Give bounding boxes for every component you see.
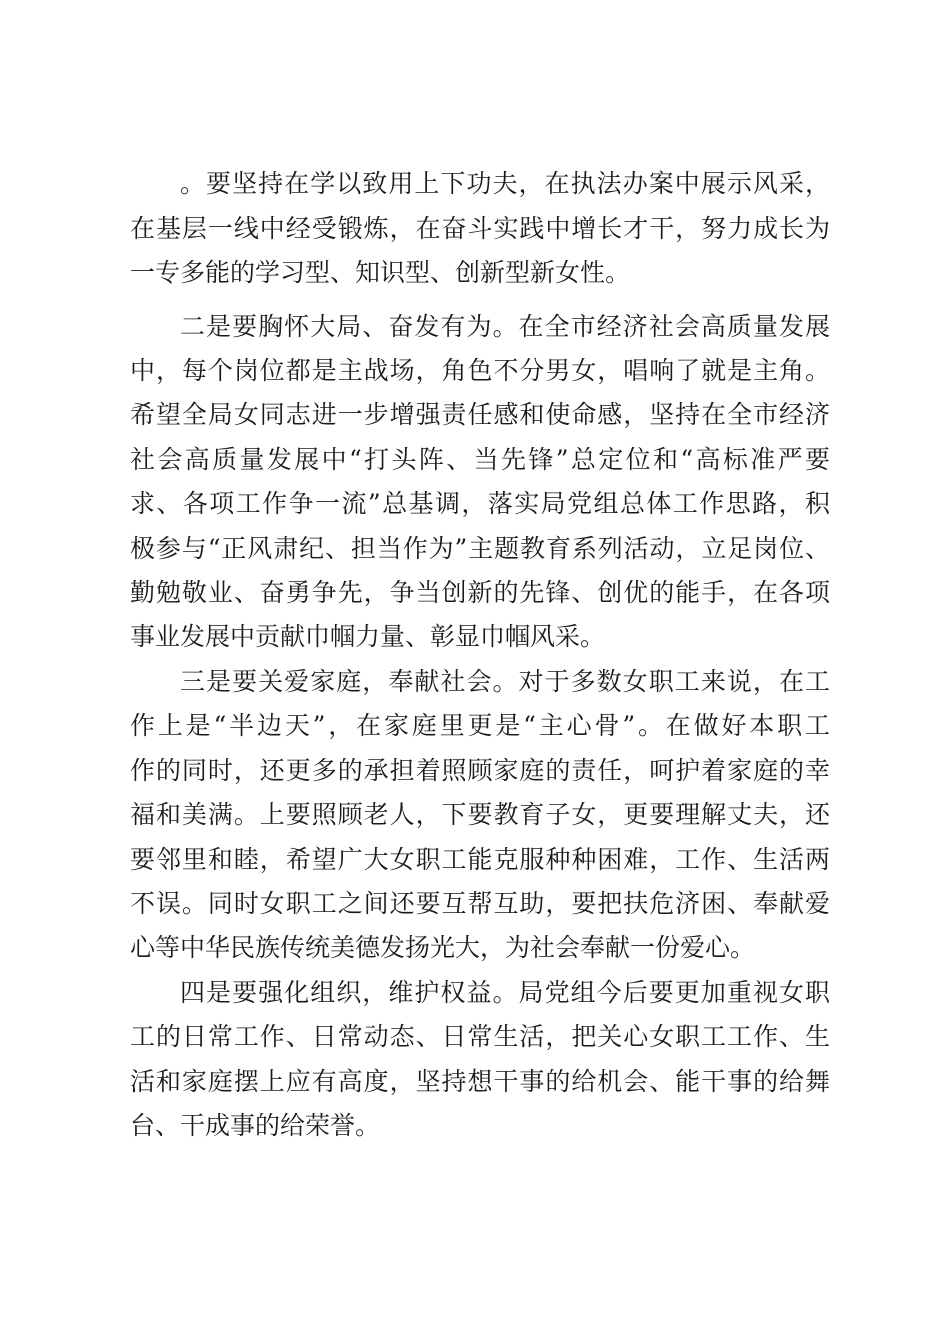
text-line: 要邻里和睦，希望广大女职工能克服种种困难，工作、生活两 [130, 845, 830, 874]
text-line: 作的同时，还更多的承担着照顾家庭的责任，呵护着家庭的幸 [130, 756, 830, 785]
text-line: 社会高质量发展中“打头阵、当先锋”总定位和“高标准严要 [130, 445, 830, 474]
text-line: 心等中华民族传统美德发扬光大，为社会奉献一份爱心。 [130, 933, 756, 962]
text-line: 中，每个岗位都是主战场，角色不分男女，唱响了就是主角。 [130, 356, 830, 385]
text-line: 三是要关爱家庭，奉献社会。对于多数女职工来说，在工 [180, 667, 830, 696]
text-line: 不误。同时女职工之间还要互帮互助，要把扶危济困、奉献爱 [130, 889, 830, 918]
text-line: 福和美满。上要照顾老人，下要教育子女，更要理解丈夫，还 [130, 800, 830, 829]
text-line: 希望全局女同志进一步增强责任感和使命感，坚持在全市经济 [130, 400, 830, 429]
text-line: 极参与“正风肃纪、担当作为”主题教育系列活动，立足岗位、 [130, 534, 830, 563]
text-line: 台、干成事的给荣誉。 [130, 1111, 381, 1140]
text-line: 事业发展中贡献巾帼力量、彰显巾帼风采。 [130, 622, 606, 651]
text-line: 工的日常工作、日常动态、日常生活，把关心女职工工作、生 [130, 1022, 830, 1051]
text-line: 。要坚持在学以致用上下功夫，在执法办案中展示风采， [180, 169, 830, 198]
text-line: 勤勉敬业、奋勇争先，争当创新的先锋、创优的能手，在各项 [130, 578, 830, 607]
text-line: 四是要强化组织，维护权益。局党组今后要更加重视女职 [180, 978, 830, 1007]
text-line: 二是要胸怀大局、奋发有为。在全市经济社会高质量发展 [180, 312, 830, 341]
text-line: 求、各项工作争一流”总基调，落实局党组总体工作思路，积 [130, 489, 830, 518]
text-line: 一专多能的学习型、知识型、创新型新女性。 [130, 258, 631, 287]
text-line: 活和家庭摆上应有高度，坚持想干事的给机会、能干事的给舞 [130, 1067, 830, 1096]
text-line: 在基层一线中经受锻炼，在奋斗实践中增长才干，努力成长为 [130, 214, 830, 243]
text-line: 作上是“半边天”，在家庭里更是“主心骨”。在做好本职工 [130, 711, 830, 740]
